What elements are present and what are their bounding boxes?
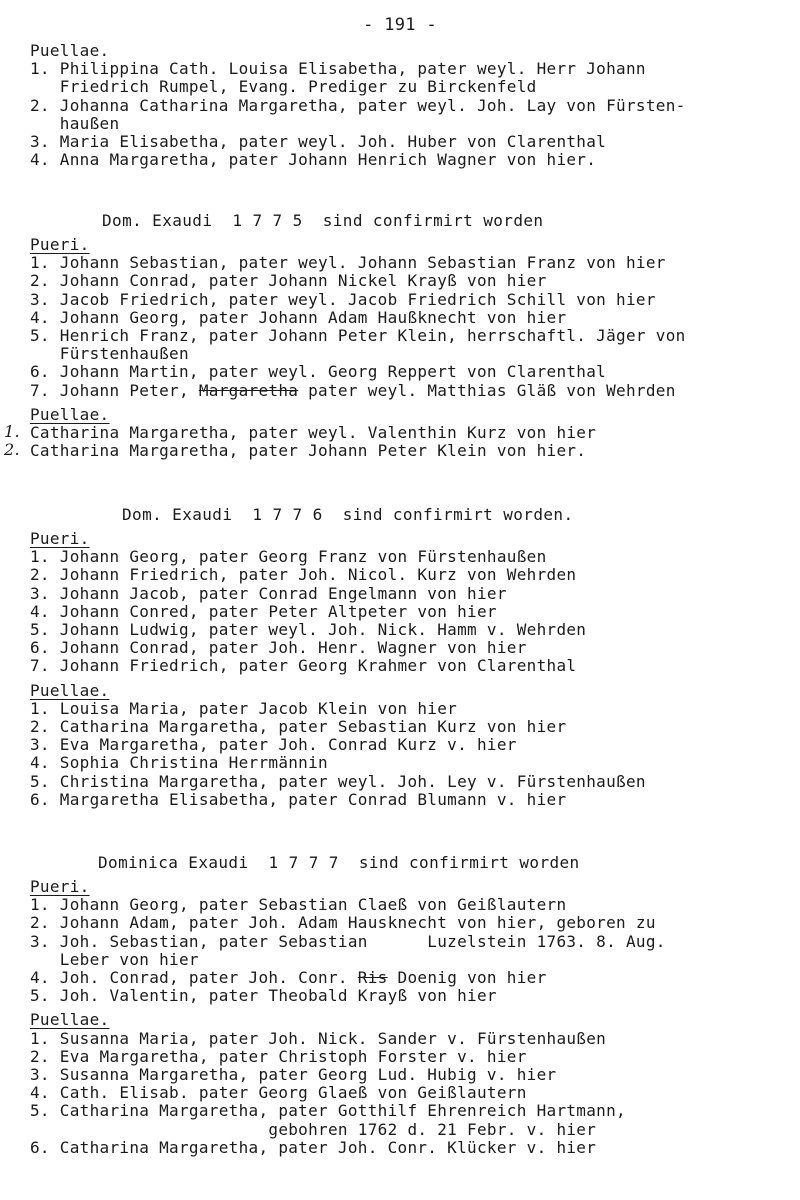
entry-text: pater weyl. Matthias Gläß von Wehrden <box>298 380 676 400</box>
entry-line: Leber von hier <box>30 949 199 969</box>
group-label: Pueri. <box>30 529 90 548</box>
entry-text: 7. Johann Peter, <box>30 380 199 400</box>
entry-line: 6. Margaretha Elisabetha, pater Conrad Blumann v. hier <box>30 789 567 809</box>
entry-line: 7. Johann Friedrich, pater Georg Krahmer von Clarenthal <box>30 656 577 676</box>
entry-line: Catharina Margaretha, pater Johann Peter Klein von hier. <box>30 441 587 461</box>
entry-line: 3. Johann Jacob, pater Conrad Engelmann von hier <box>30 583 507 603</box>
entry-line: 4. Sophia Christina Herrmännin <box>30 753 328 773</box>
entry-line: 4. Johann Conred, pater Peter Altpeter von hier <box>30 601 497 621</box>
entry-line: 1. Johann Georg, pater Georg Franz von Fürstenhaußen <box>30 547 547 567</box>
entry-line: 1. Philippina Cath. Louisa Elisabetha, pater weyl. Herr Johann <box>30 59 646 79</box>
entry-line: 6. Johann Martin, pater weyl. Georg Reppert von Clarenthal <box>30 362 607 382</box>
entry-line: 5. Joh. Valentin, pater Theobald Krayß von hier <box>30 986 497 1006</box>
entry-line: 6. Catharina Margaretha, pater Joh. Conr. Klücker v. hier <box>30 1137 597 1157</box>
entry-line: 3. Maria Elisabetha, pater weyl. Joh. Huber von Clarenthal <box>30 132 607 151</box>
entry-line: 5. Henrich Franz, pater Johann Peter Klein, herrschaftl. Jäger von <box>30 326 686 345</box>
group-label: Puellae. <box>30 680 110 700</box>
entry-line: 4. Anna Margaretha, pater Johann Henrich Wagner von hier. <box>30 150 597 170</box>
entry-line: gebohren 1762 d. 21 Febr. v. hier <box>30 1119 597 1139</box>
group-label: Puellae. <box>30 404 110 424</box>
struck-text: Ris <box>357 968 388 987</box>
entry-line: 1. Johann Georg, pater Sebastian Claeß von Geißlautern <box>30 895 567 915</box>
section-heading: Dom. Exaudi 1 7 7 6 sind confirmirt worden. <box>122 505 574 524</box>
entry-line: 1. Susanna Maria, pater Joh. Nick. Sander v. Fürstenhaußen <box>30 1028 607 1048</box>
group-label: Puellae. <box>30 1010 110 1030</box>
entry-line: 5. Catharina Margaretha, pater Gotthilf Ehrenreich Hartmann, <box>30 1101 626 1121</box>
entry-line: 3. Eva Margaretha, pater Joh. Conrad Kurz v. hier <box>30 735 517 755</box>
group-label: Pueri. <box>30 877 90 896</box>
entry-line: Friedrich Rumpel, Evang. Prediger zu Birckenfeld <box>30 77 537 97</box>
section-heading: Dominica Exaudi 1 7 7 7 sind confirmirt worden <box>98 853 580 872</box>
entry-line: 1. Johann Sebastian, pater weyl. Johann Sebastian Franz von hier <box>30 253 666 273</box>
entry-line: 5. Johann Ludwig, pater weyl. Joh. Nick. Hamm v. Wehrden <box>30 620 587 639</box>
page-number: - 191 - <box>363 15 437 35</box>
entry-line: Fürstenhaußen <box>30 344 189 364</box>
section-heading: Dom. Exaudi 1 7 7 5 sind confirmirt worden <box>102 211 544 230</box>
entry-line: 1. Louisa Maria, pater Jacob Klein von hier <box>30 698 458 718</box>
entry-line: 2. Catharina Margaretha, pater Sebastian Kurz von hier <box>30 717 567 736</box>
group-label: Puellae. <box>30 41 110 60</box>
margin-number: 2. <box>4 440 20 460</box>
entry-line <box>30 969 547 987</box>
margin-number: 1. <box>4 422 20 441</box>
entry-line: haußen <box>30 113 120 133</box>
entry-line: 2. Johann Conrad, pater Johann Nickel Krayß von hier <box>30 271 547 291</box>
entry-line: 3. Joh. Sebastian, pater Sebastian Luzelstein 1763. 8. Aug. <box>30 931 666 951</box>
entry-line: 2. Johanna Catharina Margaretha, pater weyl. Joh. Lay von Fürsten- <box>30 95 686 115</box>
group-label: Pueri. <box>30 235 90 254</box>
entry-line: 4. Johann Georg, pater Johann Adam Haußknecht von hier <box>30 307 567 327</box>
entry-line <box>30 382 676 400</box>
entry-line: 2. Johann Adam, pater Joh. Adam Hausknecht von hier, geboren zu <box>30 913 656 933</box>
entry-line: 5. Christina Margaretha, pater weyl. Joh. Ley v. Fürstenhaußen <box>30 771 646 791</box>
entry-line: 2. Eva Margaretha, pater Christoph Forster v. hier <box>30 1046 527 1066</box>
entry-text: 4. Joh. Conrad, pater Joh. Conr. <box>30 968 358 987</box>
entry-line: 3. Susanna Margaretha, pater Georg Lud. Hubig v. hier <box>30 1065 557 1084</box>
entry-line: 3. Jacob Friedrich, pater weyl. Jacob Friedrich Schill von hier <box>30 289 656 309</box>
entry-line: 2. Johann Friedrich, pater Joh. Nicol. Kurz von Wehrden <box>30 565 577 585</box>
entry-line: 4. Cath. Elisab. pater Georg Glaeß von Geißlautern <box>30 1083 527 1103</box>
entry-line: Catharina Margaretha, pater weyl. Valenthin Kurz von hier <box>30 423 597 442</box>
entry-line: 6. Johann Conrad, pater Joh. Henr. Wagner von hier <box>30 638 527 658</box>
struck-text: Margaretha <box>198 380 299 400</box>
entry-text: Doenig von hier <box>387 968 547 987</box>
